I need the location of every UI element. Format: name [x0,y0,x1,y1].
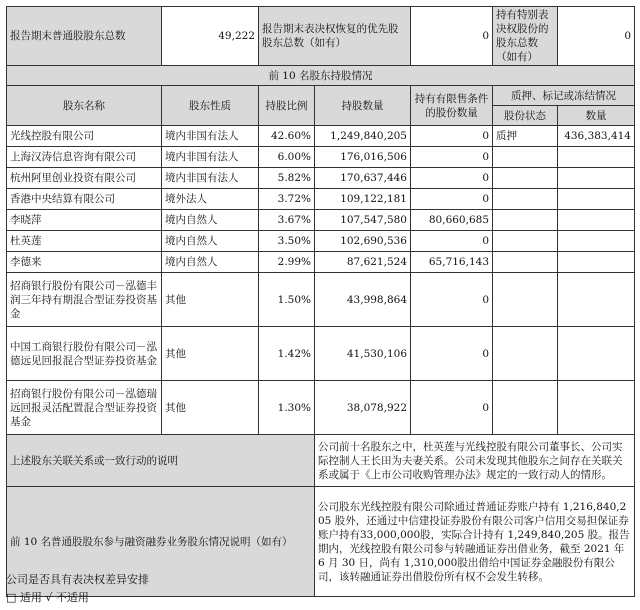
cell-status [493,210,558,231]
cell-qty: 87,621,524 [315,252,411,273]
col-header-ratio: 持股比例 [259,86,315,126]
cell-restricted: 0 [411,126,493,147]
relation-label: 上述股东关联关系或一致行动的说明 [7,435,315,487]
checkbox-unchecked-icon: □ [6,591,17,604]
col-header-amount: 数量 [558,106,635,126]
voting-diff-question: 公司是否具有表决权差异安排 [6,573,149,586]
table-row [7,189,635,210]
cell-restricted: 0 [411,327,493,381]
cell-name: 招商银行股份有限公司－泓德瑞远回报灵活配置混合型证券投资基金 [7,381,162,435]
cell-nature: 其他 [162,327,259,381]
check-mark-icon: √ [45,591,53,604]
cell-nature: 境内自然人 [162,210,259,231]
cell-amount [558,210,635,231]
cell-name: 杭州阿里创业投资有限公司 [7,168,162,189]
cell-status [493,147,558,168]
table-row [7,210,635,231]
cell-name: 光线控股有限公司 [7,126,162,147]
cell-nature: 其他 [162,381,259,435]
top10-title: 前 10 名股东持股情况 [7,66,635,86]
cell-nature: 境内自然人 [162,252,259,273]
table-row [7,327,635,381]
cell-nature: 境内非国有法人 [162,168,259,189]
cell-name: 李德来 [7,252,162,273]
cell-restricted: 0 [411,273,493,327]
option-applicable: 适用 [19,591,42,604]
table-row [7,231,635,252]
relation-text: 公司前十名股东之中，杜英莲与光线控股有限公司董事长、公司实际控制人王长田为夫妻关系。公司未发现其他股东之间存在关联关系或属于《上市公司收购管理办法》规定的一致行动人的情形。 [315,435,635,487]
cell-amount [558,381,635,435]
header-row [7,86,635,106]
cell-restricted: 0 [411,189,493,210]
cell-name: 中国工商银行股份有限公司－泓德远见回报混合型证券投资基金 [7,327,162,381]
cell-qty: 43,998,864 [315,273,411,327]
cell-qty: 176,016,506 [315,147,411,168]
cell-amount [558,252,635,273]
cell-status [493,231,558,252]
cell-name: 上海汉涛信息咨询有限公司 [7,147,162,168]
cell-amount [558,168,635,189]
table-row [7,381,635,435]
cell-restricted: 0 [411,147,493,168]
cell-restricted: 65,716,143 [411,252,493,273]
shareholder-table [6,6,635,597]
cell-restricted: 0 [411,231,493,252]
cell-qty: 170,637,446 [315,168,411,189]
cell-status [493,327,558,381]
cell-nature: 境内自然人 [162,231,259,252]
cell-amount [558,273,635,327]
table-row [7,273,635,327]
cell-amount: 436,383,414 [558,126,635,147]
col-header-name: 股东名称 [7,86,162,126]
cell-name: 李晓萍 [7,210,162,231]
cell-amount [558,189,635,210]
option-not-applicable: 不适用 [55,591,89,604]
cell-ratio: 2.99% [259,252,315,273]
margin-text: 公司股东光线控股有限公司除通过普通证券账户持有 1,216,840,205 股外，还通过中信建投证券股份有限公司客户信用交易担保证券账户持有33,000,000股，实际合计持有 1,249,840,205 股。报告期内，光线控股有限公司参与转融通证券出借业务，截至 2021 年 6 月 30 日，尚有 1,310,000股出借给中国证券金融股份有限公司，该转融通证券出借股份所有权不会发生转移。 [315,487,635,597]
cell-name: 杜英莲 [7,231,162,252]
voting-diff-options [6,590,89,606]
cell-qty: 102,690,536 [315,231,411,252]
cell-nature: 境外法人 [162,189,259,210]
table-row [7,168,635,189]
cell-nature: 境内非国有法人 [162,147,259,168]
cell-amount [558,327,635,381]
cell-ratio: 1.50% [259,273,315,327]
table-row [7,126,635,147]
cell-ratio: 42.60% [259,126,315,147]
cell-status [493,168,558,189]
table-row [7,147,635,168]
cell-ratio: 1.42% [259,327,315,381]
col-header-qty: 持股数量 [315,86,411,126]
cell-restricted: 0 [411,381,493,435]
cell-qty: 109,122,181 [315,189,411,210]
common-holders-label: 报告期末普通股股东总数 [7,7,162,66]
cell-ratio: 3.67% [259,210,315,231]
cell-status [493,273,558,327]
cell-status [493,252,558,273]
pref-holders-value: 0 [411,7,493,66]
cell-qty: 38,078,922 [315,381,411,435]
cell-name: 香港中央结算有限公司 [7,189,162,210]
col-header-share-status: 股份状态 [493,106,558,126]
cell-status [493,381,558,435]
cell-nature: 其他 [162,273,259,327]
relation-row [7,435,635,487]
cell-qty: 41,530,106 [315,327,411,381]
col-header-restricted: 持有有限售条件的股份数量 [411,86,493,126]
summary-row [7,7,635,66]
cell-qty: 107,547,580 [315,210,411,231]
cell-ratio: 1.30% [259,381,315,435]
table-row [7,252,635,273]
special-holders-label: 持有特别表决权股份的股东总数（如有） [493,7,558,66]
col-header-nature: 股东性质 [162,86,259,126]
cell-status [493,189,558,210]
margin-label: 前 10 名普通股股东参与融资融券业务股东情况说明（如有） [7,487,315,597]
cell-nature: 境内非国有法人 [162,126,259,147]
cell-amount [558,231,635,252]
cell-ratio: 3.50% [259,231,315,252]
cell-restricted: 80,660,685 [411,210,493,231]
common-holders-value: 49,222 [162,7,259,66]
cell-amount [558,147,635,168]
cell-restricted: 0 [411,168,493,189]
col-header-pledge-group: 质押、标记或冻结情况 [493,86,635,106]
cell-ratio: 6.00% [259,147,315,168]
cell-ratio: 3.72% [259,189,315,210]
cell-qty: 1,249,840,205 [315,126,411,147]
cell-name: 招商银行股份有限公司－泓德丰润三年持有期混合型证券投资基金 [7,273,162,327]
special-holders-value: 0 [558,7,635,66]
pref-holders-label: 报告期末表决权恢复的优先股股东总数（如有） [259,7,411,66]
cell-status: 质押 [493,126,558,147]
cell-ratio: 5.82% [259,168,315,189]
